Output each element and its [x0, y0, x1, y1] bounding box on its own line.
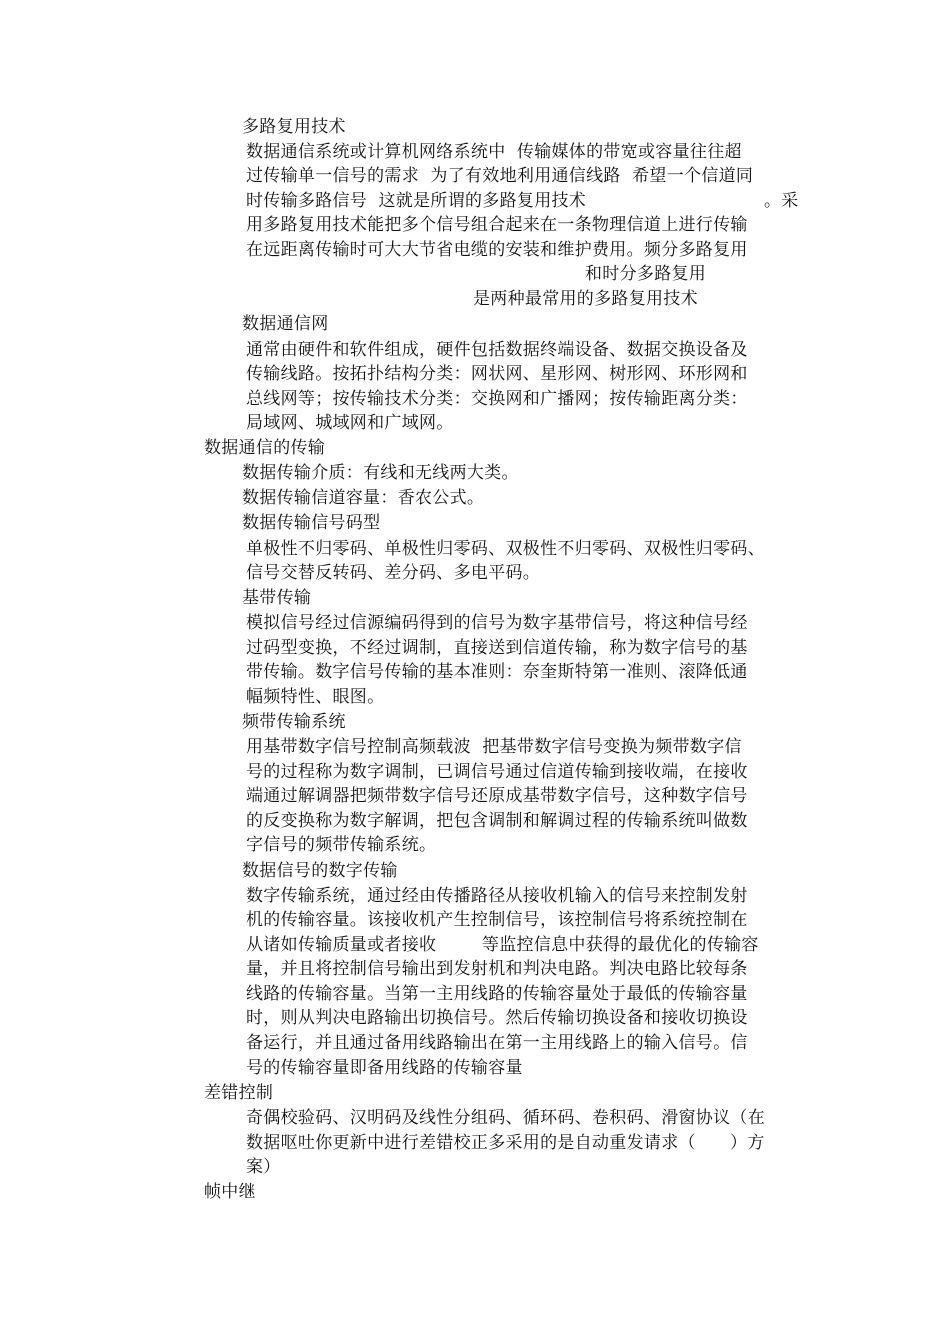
- multiplex-line-7: 是两种最常用的多路复用技术: [473, 289, 698, 309]
- digital-title: 数据信号的数字传输: [242, 861, 398, 881]
- network-line-4: 局域网、城域网和广域网。: [246, 413, 454, 433]
- transmission-capacity: 数据传输信道容量：香农公式。: [242, 488, 485, 508]
- band-title: 频带传输系统: [242, 712, 346, 732]
- multiplex-line-6: 和时分多路复用: [585, 264, 707, 284]
- digital-line-2: 机的传输容量。该接收机产生控制信号，该控制信号将系统控制在: [246, 910, 748, 930]
- digital-line-8: 号的传输容量即备用线路的传输容量: [246, 1058, 523, 1078]
- network-line-3: 总线网等；按传输技术分类：交换网和广播网；按传输距离分类：: [246, 389, 748, 409]
- code-line-1: 单极性不归零码、单极性归零码、双极性不归零码、双极性归零码、: [246, 539, 765, 559]
- error-line-3: 案）: [246, 1157, 281, 1177]
- error-line-1: 奇偶校验码、汉明码及线性分组码、循环码、卷积码、滑窗协议（在: [246, 1108, 765, 1128]
- multiplex-line-3: 时传输多路信号 这就是所谓的多路复用技术: [246, 191, 587, 211]
- baseband-line-4: 幅频特性、眼图。: [246, 687, 385, 707]
- transmission-title: 数据通信的传输: [204, 438, 326, 458]
- digital-line-5: 线路的传输容量。当第一主用线路的传输容量处于最低的传输容量: [246, 984, 748, 1004]
- frame-title: 帧中继: [204, 1182, 256, 1202]
- digital-line-6: 时，则从判决电路输出切换信号。然后传输切换设备和接收切换设: [246, 1008, 748, 1028]
- baseband-line-1: 模拟信号经过信源编码得到的信号为数字基带信号，将这种信号经: [246, 613, 748, 633]
- band-line-5: 字信号的频带传输系统。: [246, 835, 437, 855]
- baseband-line-2: 过码型变换，不经过调制，直接送到信道传输，称为数字信号的基: [246, 638, 748, 658]
- multiplex-line-2: 过传输单一信号的需求 为了有效地利用通信线路 希望一个信道同: [246, 166, 754, 186]
- error-line-2: 数据呕吐你更新中进行差错校正多采用的是自动重发请求（ ）方: [246, 1133, 765, 1153]
- code-title: 数据传输信号码型: [242, 513, 381, 533]
- multiplex-line-5: 在远距离传输时可大大节省电缆的安装和维护费用。频分多路复用: [246, 240, 748, 260]
- digital-line-4: 量，并且将控制信号输出到发射机和判决电路。判决电路比较每条: [246, 959, 748, 979]
- code-line-2: 信号交替反转码、差分码、多电平码。: [246, 563, 541, 583]
- digital-line-3: 从诸如传输质量或者接收 等监控信息中获得的最优化的传输容: [246, 935, 759, 955]
- multiplex-title: 多路复用技术: [242, 117, 346, 137]
- band-line-1: 用基带数字信号控制高频载波 把基带数字信号变换为频带数字信: [246, 737, 742, 757]
- band-line-4: 的反变换称为数字解调，把包含调制和解调过程的传输系统叫做数: [246, 811, 748, 831]
- multiplex-line-1: 数据通信系统或计算机网络系统中 传输媒体的带宽或容量往往超: [246, 142, 742, 162]
- network-line-1: 通常由硬件和软件组成，硬件包括数据终端设备、数据交换设备及: [246, 340, 748, 360]
- digital-line-7: 备运行，并且通过备用线路输出在第一主用线路上的输入信号。信: [246, 1033, 748, 1053]
- transmission-medium: 数据传输介质：有线和无线两大类。: [242, 463, 519, 483]
- error-title: 差错控制: [204, 1083, 274, 1103]
- network-line-2: 传输线路。按拓扑结构分类：网状网、星形网、树形网、环形网和: [246, 364, 748, 384]
- band-line-3: 端通过解调器把频带数字信号还原成基带数字信号，这种数字信号: [246, 786, 748, 806]
- baseband-line-3: 带传输。数字信号传输的基本准则：奈奎斯特第一准则、滚降低通: [246, 662, 748, 682]
- multiplex-line-4: 用多路复用技术能把多个信号组合起来在一条物理信道上进行传输: [246, 215, 748, 235]
- multiplex-line-3-tail: 。采: [764, 191, 799, 211]
- digital-line-1: 数字传输系统，通过经由传播路径从接收机输入的信号来控制发射: [246, 886, 748, 906]
- baseband-title: 基带传输: [242, 588, 312, 608]
- band-line-2: 号的过程称为数字调制，已调信号通过信道传输到接收端，在接收: [246, 762, 748, 782]
- network-title: 数据通信网: [242, 314, 329, 334]
